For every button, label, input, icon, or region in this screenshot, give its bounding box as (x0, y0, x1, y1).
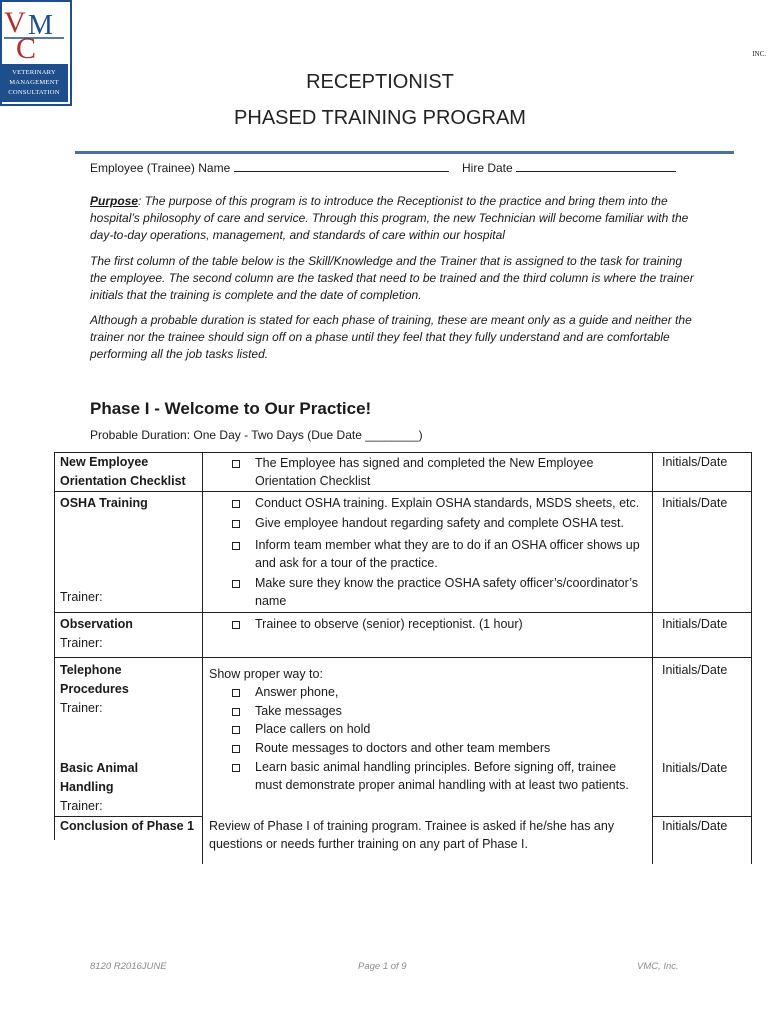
vcm-monogram (2, 2, 66, 62)
task-observe: Trainee to observe (senior) receptionist. (1 hour) (232, 616, 523, 634)
logo-inc: INC. (752, 50, 766, 58)
row-sep-3 (54, 657, 752, 658)
checkbox-icon[interactable] (232, 689, 240, 697)
skill-conclusion: Conclusion of Phase 1 (60, 819, 195, 833)
training-table (54, 452, 752, 864)
footer-doc-code: 8120 R2016JUNE (90, 961, 167, 972)
row-sep-2 (54, 612, 752, 613)
checkbox-icon[interactable] (232, 621, 240, 629)
initials-date-2[interactable]: Initials/Date (662, 496, 728, 510)
task-route-messages: Route messages to doctors and other team members (232, 740, 550, 758)
footer-page-number: Page 1 of 9 (358, 961, 407, 972)
employee-name-field[interactable] (90, 160, 449, 178)
svg-text:V: V (4, 6, 26, 39)
header-rule (75, 151, 734, 154)
duration-note-line-3: performing all the job tasks listed. (90, 347, 269, 361)
instructions-line-2: the employee. The second column are the tasked that need to be trained and the third column is where the trainer (90, 271, 694, 285)
footer-company: VMC, Inc. (637, 961, 679, 972)
skill-observation: Observation Trainer: (60, 617, 133, 650)
table-divider-2 (652, 452, 653, 864)
skill-animal-handling: Basic Animal Handling Trainer: (60, 761, 139, 813)
task-osha-1: Conduct OSHA training. Explain OSHA standards, MSDS sheets, etc. (232, 495, 639, 513)
trainer-osha: Trainer: (60, 590, 103, 604)
hire-date-field[interactable] (462, 160, 676, 178)
title-line-2: PHASED TRAINING PROGRAM (234, 107, 526, 129)
hire-date-blank[interactable] (516, 161, 676, 172)
checkbox-icon[interactable] (232, 726, 240, 734)
initials-date-6[interactable]: Initials/Date (662, 819, 728, 833)
task-osha-2: Give employee handout regarding safety and complete OSHA test. (232, 515, 624, 533)
employee-name-label: Employee (Trainee) Name (90, 161, 231, 175)
table-border-right (751, 452, 752, 864)
task-hold: Place callers on hold (232, 721, 370, 739)
checkbox-icon[interactable] (232, 708, 240, 716)
telephone-intro: Show proper way to: (209, 667, 323, 681)
initials-date-5[interactable]: Initials/Date (662, 761, 728, 775)
purpose-label: Purpose (90, 194, 139, 208)
checkbox-icon[interactable] (232, 520, 240, 528)
checkbox-icon[interactable] (232, 500, 240, 508)
row-sep-1 (54, 491, 752, 492)
purpose-line-1: Purpose: The purpose of this program is to introduce the Receptionist to the practice and bring them into the (90, 194, 668, 208)
logo-tagline: VETERINARY MANAGEMENT CONSULTATION (0, 64, 68, 102)
duration-note-line-1: Although a probable duration is stated for each phase of training, these are meant only as a guide and neither the (90, 313, 692, 327)
task-animal-handling: Learn basic animal handling principles. Before signing off, trainee must demonstrate proper animal handling with at least two patients. (232, 759, 629, 794)
svg-text:M: M (28, 10, 53, 41)
task-answer-phone: Answer phone, (232, 684, 338, 702)
checkbox-icon[interactable] (232, 580, 240, 588)
employee-name-blank[interactable] (234, 161, 449, 172)
purpose-line-2: hospital’s philosophy of care and service. Through this program, the new Technician will become familiar with the (90, 211, 689, 225)
duration-note-line-2: trainer nor the trainee should sign off on a phase until they feel that they fully understand and are comfortable (90, 330, 670, 344)
task-osha-3: Inform team member what they are to do if an OSHA officer shows up and ask for a tour of the practice. (232, 537, 640, 572)
initials-date-3[interactable]: Initials/Date (662, 617, 728, 631)
skill-osha: OSHA Training (60, 496, 148, 510)
conclusion-text: Review of Phase I of training program. Trainee is asked if he/she has any questions or needs further training on any part of Phase I. (209, 819, 615, 851)
table-border-left (54, 452, 55, 840)
initials-date-1[interactable]: Initials/Date (662, 455, 728, 469)
task-take-messages: Take messages (232, 703, 342, 721)
task-osha-4: Make sure they know the practice OSHA safety officer’s/coordinator’s name (232, 575, 638, 610)
checkbox-icon[interactable] (232, 460, 240, 468)
skill-telephone: Telephone Procedures Trainer: (60, 663, 129, 715)
phase-heading: Phase I - Welcome to Our Practice! (90, 399, 372, 418)
instructions-line-3: initials that the training is complete and the date of completion. (90, 288, 422, 302)
checkbox-icon[interactable] (232, 745, 240, 753)
checkbox-icon[interactable] (232, 764, 240, 772)
probable-duration: Probable Duration: One Day - Two Days (Due Date ________) (90, 428, 423, 442)
title-line-1: RECEPTIONIST (306, 71, 454, 93)
task-orientation-checklist: The Employee has signed and completed the New Employee Orientation Checklist (232, 455, 593, 490)
table-divider-1 (202, 452, 203, 864)
checkbox-icon[interactable] (232, 542, 240, 550)
skill-new-employee: New Employee Orientation Checklist (60, 455, 186, 488)
initials-date-4[interactable]: Initials/Date (662, 663, 728, 677)
svg-text:C: C (16, 32, 37, 62)
instructions-line-1: The first column of the table below is the Skill/Knowledge and the Trainer that is assigned to the task for training (90, 254, 683, 268)
purpose-line-3: day-to-day operations, management, and standards of care within our hospital (90, 228, 505, 242)
hire-date-label: Hire Date (462, 161, 513, 175)
